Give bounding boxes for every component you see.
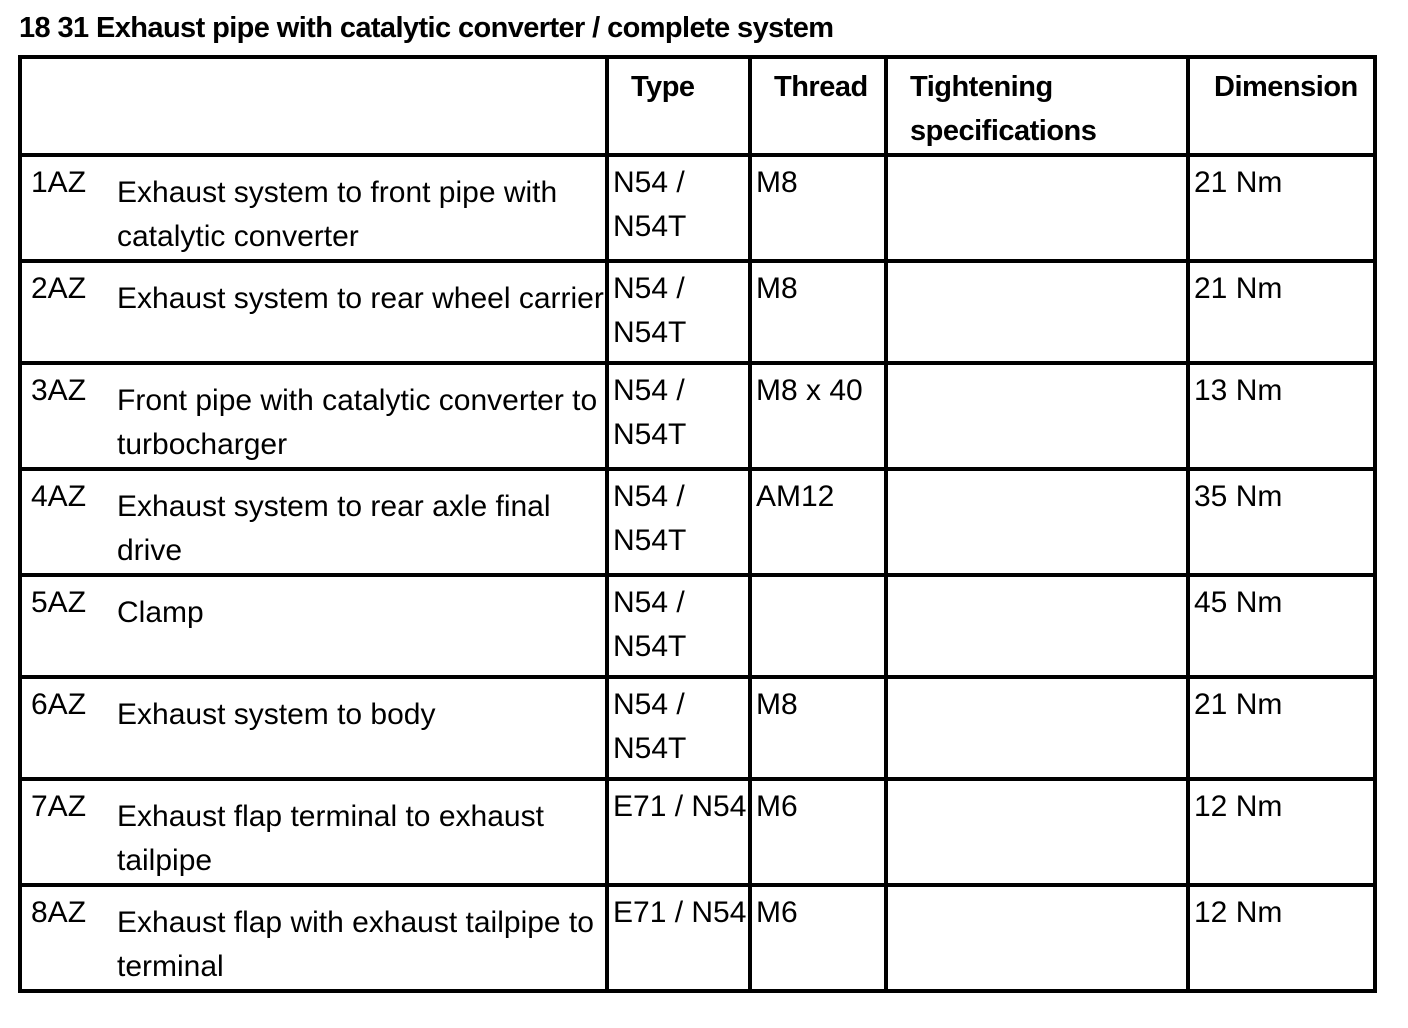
thread-cell: M8 [750, 261, 886, 363]
header-item [20, 57, 607, 155]
item-description: Exhaust system to rear axle final drive [117, 490, 551, 567]
type-cell: N54 / N54T [607, 575, 750, 677]
tightening-cell [886, 779, 1188, 885]
item-code: 8AZ [31, 896, 87, 929]
item-code: 6AZ [31, 688, 87, 721]
type-cell: E71 / N54 [607, 885, 750, 991]
item-description: Exhaust system to rear wheel carrier [117, 282, 604, 315]
table-row [20, 261, 1375, 363]
item-code: 1AZ [31, 166, 87, 199]
header-type: Type [607, 57, 750, 155]
tightening-cell [886, 363, 1188, 469]
dimension-cell: 13 Nm [1188, 363, 1375, 469]
thread-cell: M8 [750, 677, 886, 779]
tightening-cell [886, 261, 1188, 363]
table-row [20, 469, 1375, 575]
item-description: Exhaust system to body [117, 698, 436, 731]
item-cell [20, 363, 607, 469]
item-cell [20, 677, 607, 779]
type-cell: E71 / N54 [607, 779, 750, 885]
dimension-cell: 21 Nm [1188, 677, 1375, 779]
page-title: 18 31 Exhaust pipe with catalytic converter / complete system [19, 12, 834, 44]
thread-cell: M8 x 40 [750, 363, 886, 469]
thread-cell: AM12 [750, 469, 886, 575]
dimension-cell: 12 Nm [1188, 779, 1375, 885]
item-cell [20, 779, 607, 885]
tightening-cell [886, 885, 1188, 991]
torque-spec-table [18, 55, 1377, 993]
table-header-row [20, 57, 1375, 155]
item-description: Clamp [117, 596, 204, 629]
item-description: Exhaust flap with exhaust tailpipe to terminal [117, 906, 594, 983]
item-code: 2AZ [31, 272, 87, 305]
table-row [20, 677, 1375, 779]
header-thread: Thread [750, 57, 886, 155]
thread-cell: M8 [750, 155, 886, 261]
item-code: 5AZ [31, 586, 87, 619]
item-description: Front pipe with catalytic converter to turbocharger [117, 384, 598, 461]
item-cell [20, 261, 607, 363]
dimension-cell: 35 Nm [1188, 469, 1375, 575]
tightening-cell [886, 575, 1188, 677]
dimension-cell: 12 Nm [1188, 885, 1375, 991]
type-cell: N54 / N54T [607, 363, 750, 469]
tightening-cell [886, 677, 1188, 779]
table-row [20, 575, 1375, 677]
tightening-cell [886, 469, 1188, 575]
table-row [20, 155, 1375, 261]
header-dimension: Dimension [1188, 57, 1375, 155]
table-row [20, 363, 1375, 469]
item-code: 7AZ [31, 790, 87, 823]
type-cell: N54 / N54T [607, 261, 750, 363]
item-cell [20, 469, 607, 575]
item-cell [20, 155, 607, 261]
type-cell: N54 / N54T [607, 155, 750, 261]
table-row [20, 779, 1375, 885]
item-code: 3AZ [31, 374, 87, 407]
dimension-cell: 21 Nm [1188, 261, 1375, 363]
table-row [20, 885, 1375, 991]
dimension-cell: 21 Nm [1188, 155, 1375, 261]
item-cell [20, 885, 607, 991]
item-code: 4AZ [31, 480, 87, 513]
item-cell [20, 575, 607, 677]
thread-cell: M6 [750, 779, 886, 885]
tightening-cell [886, 155, 1188, 261]
type-cell: N54 / N54T [607, 469, 750, 575]
thread-cell: M6 [750, 885, 886, 991]
type-cell: N54 / N54T [607, 677, 750, 779]
item-description: Exhaust flap terminal to exhaust tailpipe [117, 800, 544, 877]
item-description: Exhaust system to front pipe with catalytic converter [117, 176, 558, 253]
header-tightening: Tightening specifications [886, 57, 1188, 155]
thread-cell [750, 575, 886, 677]
dimension-cell: 45 Nm [1188, 575, 1375, 677]
